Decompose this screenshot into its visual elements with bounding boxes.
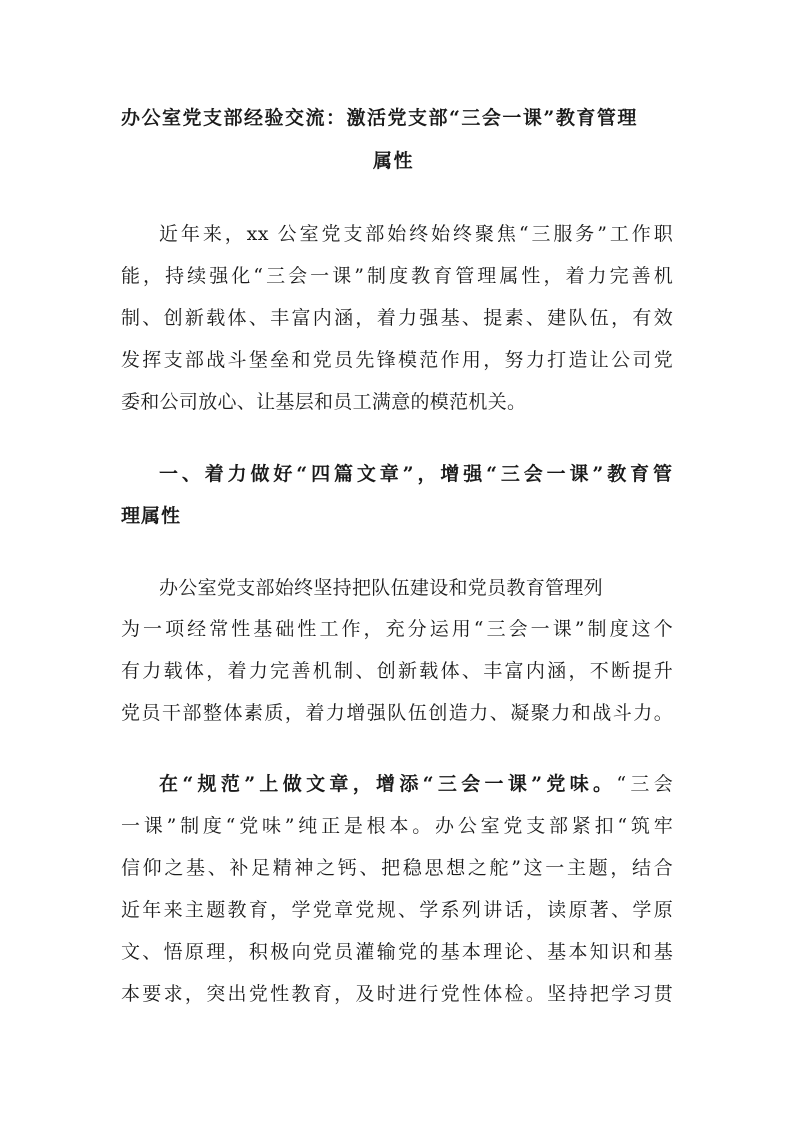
paragraph-3-lead-bold: 在“规范”上做文章，增添“三会一课”党味。	[159, 773, 617, 795]
document-title-line-2: 属性	[373, 150, 415, 172]
paragraph-3-line-4: 近年来主题教育，学党章党规、学系列讲话，读原著、学原	[121, 899, 673, 921]
paragraph-1-line-1: 近年来，xx 公室党支部始终始终聚焦“三服务”工作职	[159, 223, 673, 245]
paragraph-3-line-1	[159, 769, 673, 796]
paragraph-2-line-4: 党员干部整体素质，着力增强队伍创造力、凝聚力和战斗力。	[121, 702, 673, 724]
paragraph-3-line-2: 一课”制度“党味”纯正是根本。办公室党支部紧扣“筑牢	[121, 815, 673, 837]
paragraph-1-line-3: 制、创新载体、丰富内涵，着力强基、提素、建队伍，有效	[121, 307, 673, 329]
paragraph-1-line-2: 能，持续强化“三会一课”制度教育管理属性，着力完善机	[121, 265, 673, 287]
paragraph-1-line-4: 发挥支部战斗堡垒和党员先锋模范作用，努力打造让公司党	[121, 349, 673, 371]
paragraph-2-line-3: 有力载体，着力完善机制、创新载体、丰富内涵，不断提升	[121, 660, 673, 682]
paragraph-3-lead-rest: “三会	[616, 773, 673, 795]
paragraph-2-line-1: 办公室党支部始终坚持把队伍建设和党员教育管理列	[159, 577, 603, 599]
section-heading-1-line-2: 理属性	[121, 505, 182, 527]
paragraph-1-line-5: 委和公司放心、让基层和员工满意的模范机关。	[121, 391, 527, 413]
paragraph-2-line-2: 为一项经常性基础性工作，充分运用“三会一课”制度这个	[121, 618, 673, 640]
document-title-line-1: 办公室党支部经验交流：激活党支部“三会一课”教育管理	[121, 107, 638, 129]
paragraph-3-line-5: 文、悟原理，积极向党员灌输党的基本理论、基本知识和基	[121, 941, 673, 963]
paragraph-3-line-6: 本要求，突出党性教育，及时进行党性体检。坚持把学习贯	[121, 983, 673, 1005]
paragraph-3-line-3: 信仰之基、补足精神之钙、把稳思想之舵”这一主题，结合	[121, 857, 673, 879]
section-heading-1-line-1: 一、着力做好“四篇文章”，增强“三会一课”教育管	[159, 463, 673, 485]
